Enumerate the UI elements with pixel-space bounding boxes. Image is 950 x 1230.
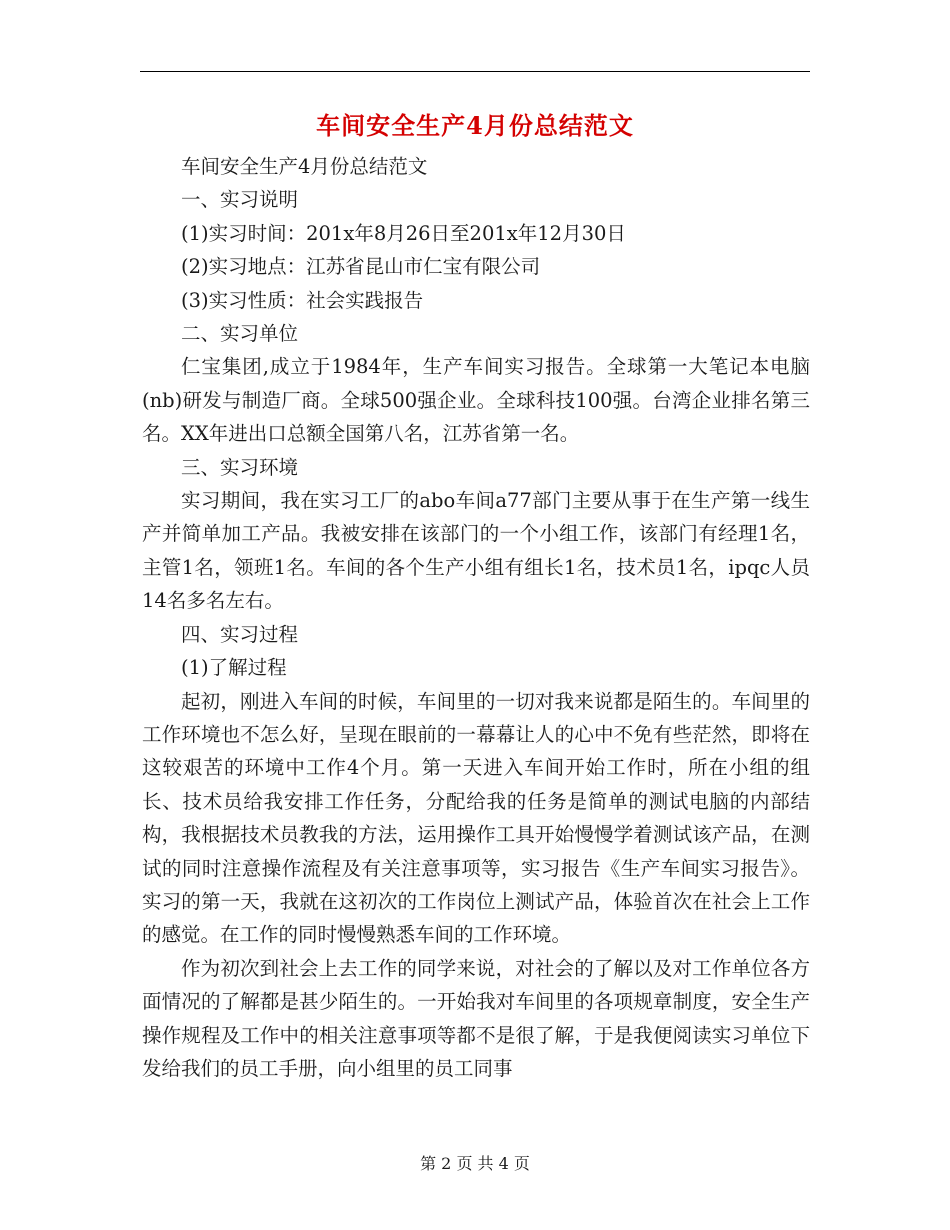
section-heading-4: 四、实习过程 <box>181 622 299 646</box>
section-heading-1: 一、实习说明 <box>181 188 299 212</box>
paragraph-company: 仁宝集团,成立于1984年，生产车间实习报告。全球第一大笔记本电脑(nb)研发与制造厂商。全球500强企业。全球科技100强。台湾企业排名第三名。XX年进出口总额全国第八名，江苏省第一名。 <box>142 355 810 446</box>
paragraph-environment: 实习期间，我在实习工厂的abo车间a77部门主要从事于在生产第一线生产并简单加工产品。我被安排在该部门的一个小组工作，该部门有经理1名，主管1名，领班1名。车间的各个生产小组有组长1名，技术员1名，ipqc人员14名多名左右。 <box>142 489 810 613</box>
document-body <box>142 150 810 1085</box>
document-title: 车间安全生产4月份总结范文 <box>316 111 634 140</box>
paragraph-process-2: 作为初次到社会上去工作的同学来说，对社会的了解以及对工作单位各方面情况的了解都是甚少陌生的。一开始我对车间里的各项规章制度，安全生产操作规程及工作中的相关注意事项等都不是很了解，于是我便阅读实习单位下发给我们的员工手册，向小组里的员工同事 <box>142 956 810 1080</box>
paragraph-subtitle: 车间安全生产4月份总结范文 <box>181 155 428 178</box>
subsection-heading: (1)了解过程 <box>181 656 287 680</box>
paragraph-internship-time: (1)实习时间：201x年8月26日至201x年12月30日 <box>181 221 626 245</box>
section-heading-3: 三、实习环境 <box>181 455 299 479</box>
paragraph-internship-nature: (3)实习性质：社会实践报告 <box>181 288 424 312</box>
paragraph-internship-location: (2)实习地点：江苏省昆山市仁宝有限公司 <box>181 255 541 279</box>
header-rule <box>140 71 810 72</box>
paragraph-process-1: 起初，刚进入车间的时候，车间里的一切对我来说都是陌生的。车间里的工作环境也不怎么好，呈现在眼前的一幕幕让人的心中不免有些茫然，即将在这较艰苦的环境中工作4个月。第一天进入车间开始工作时，所在小组的组长、技术员给我安排工作任务，分配给我的任务是简单的测试电脑的内部结构，我根据技术员教我的方法，运用操作工具开始慢慢学着测试该产品，在测试的同时注意操作流程及有关注意事项等，实习报告《生产车间实习报告》。实习的第一天，我就在这初次的工作岗位上测试产品，体验首次在社会上工作的感觉。在工作的同时慢慢熟悉车间的工作环境。 <box>142 689 810 947</box>
page-number-footer: 第 2 页 共 4 页 <box>420 1154 530 1173</box>
section-heading-2: 二、实习单位 <box>181 322 299 346</box>
